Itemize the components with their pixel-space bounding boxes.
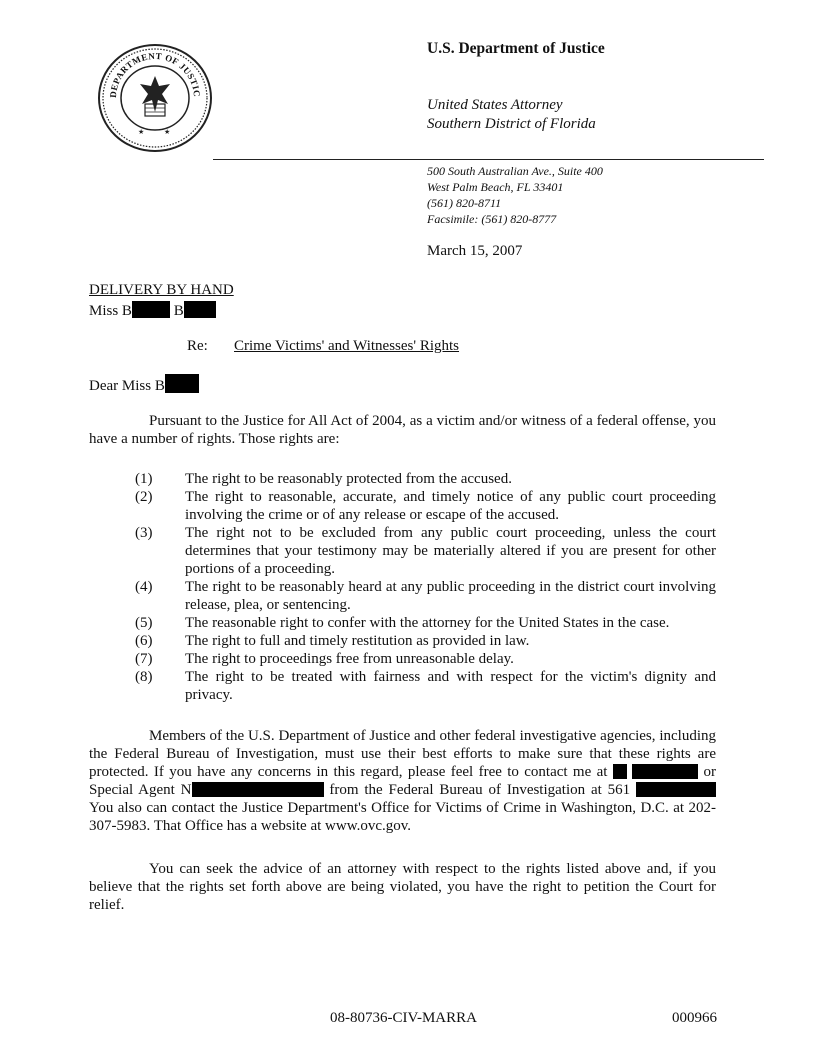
rights-list — [135, 470, 716, 704]
advice-paragraph: You can seek the advice of an attorney with respect to the rights listed above and, if you believe that the rights set forth above are being violated, you have the right to petition the Court for relief. — [89, 861, 716, 913]
right-text: The right to be treated with fairness and with respect for the victim's dignity and privacy. — [185, 669, 716, 703]
address-line-2: West Palm Beach, FL 33401 — [427, 180, 564, 194]
recipient-second: B — [173, 303, 184, 319]
redaction-box — [165, 374, 199, 393]
delivery-method: DELIVERY BY HAND — [89, 282, 234, 298]
salutation-text: Dear Miss B — [89, 378, 165, 394]
letter-date: March 15, 2007 — [427, 243, 523, 259]
salutation — [89, 374, 199, 395]
address-block — [427, 163, 603, 227]
right-number: (1) — [135, 471, 153, 487]
fax-number: Facsimile: (561) 820-8777 — [427, 212, 557, 226]
right-number: (4) — [135, 579, 153, 595]
office-line-2: Southern District of Florida — [427, 116, 596, 132]
right-text: The right to be reasonably protected from the accused. — [185, 471, 512, 487]
redaction-box — [632, 764, 698, 779]
contact-text-4: You also can contact the Justice Department's Office for Victims of Crime in Washington, D.C. at 202-307-5983. That Office has a website at www.ovc.gov. — [89, 800, 716, 834]
intro-paragraph: Pursuant to the Justice for All Act of 2004, as a victim and/or witness of a federal offense, you have a number of rights. Those rights are: — [89, 413, 716, 447]
case-number: 08-80736-CIV-MARRA — [330, 1010, 477, 1026]
seal-text: DEPARTMENT OF JUSTIC — [107, 50, 203, 99]
right-text: The reasonable right to confer with the attorney for the United States in the case. — [185, 615, 670, 631]
right-text: The right to reasonable, accurate, and timely notice of any public court proceeding involving the crime or of any release or escape of the accused. — [185, 489, 716, 523]
list-item — [135, 650, 716, 668]
redaction-box — [184, 301, 216, 318]
agency-name: U.S. Department of Justice — [427, 40, 605, 57]
right-text: The right to be reasonably heard at any public proceeding in the district court involving release, plea, or sentencing. — [185, 579, 716, 613]
contact-text-2: or Special Agent N — [89, 764, 717, 798]
recipient-prefix: Miss B — [89, 303, 132, 319]
svg-text:★: ★ — [138, 128, 145, 136]
right-number: (6) — [135, 633, 153, 649]
subject-label: Re: — [187, 338, 208, 354]
doj-seal — [96, 42, 214, 154]
right-number: (2) — [135, 489, 153, 505]
list-item — [135, 632, 716, 650]
list-item — [135, 578, 716, 614]
address-line-1: 500 South Australian Ave., Suite 400 — [427, 164, 603, 178]
right-number: (5) — [135, 615, 153, 631]
svg-text:★: ★ — [164, 128, 171, 136]
right-number: (3) — [135, 525, 153, 541]
redaction-box — [636, 782, 716, 797]
list-item — [135, 668, 716, 704]
recipient-name — [89, 301, 216, 320]
list-item — [135, 614, 716, 632]
right-number: (7) — [135, 651, 153, 667]
right-text: The right not to be excluded from any public court proceeding, unless the court determines that your testimony may be materially altered if you are present for other portions of a proceeding. — [185, 525, 716, 577]
contact-paragraph — [89, 727, 716, 835]
office-line-1: United States Attorney — [427, 97, 563, 113]
letterhead-rule — [213, 159, 764, 160]
subject-line: Crime Victims' and Witnesses' Rights — [234, 338, 460, 354]
right-text: The right to proceedings free from unreasonable delay. — [185, 651, 514, 667]
doj-seal-graphic — [96, 42, 214, 154]
contact-text-3: from the Federal Bureau of Investigation at 561 — [329, 782, 631, 798]
list-item — [135, 470, 716, 488]
right-text: The right to full and timely restitution as provided in law. — [185, 633, 530, 649]
office-block — [427, 96, 596, 134]
list-item — [135, 488, 716, 524]
redaction-box — [613, 764, 627, 779]
list-item — [135, 524, 716, 578]
contact-text-1: Members of the U.S. Department of Justice and other federal investigative agencies, including the Federal Bureau of Investigation, must use their best efforts to make sure that these rights are protected. If you have any concerns in this regard, please feel free to contact me at — [89, 728, 716, 780]
redaction-box — [132, 301, 170, 318]
redaction-box — [192, 782, 324, 797]
phone-number: (561) 820-8711 — [427, 196, 502, 210]
right-number: (8) — [135, 669, 153, 685]
bates-number: 000966 — [672, 1010, 717, 1026]
